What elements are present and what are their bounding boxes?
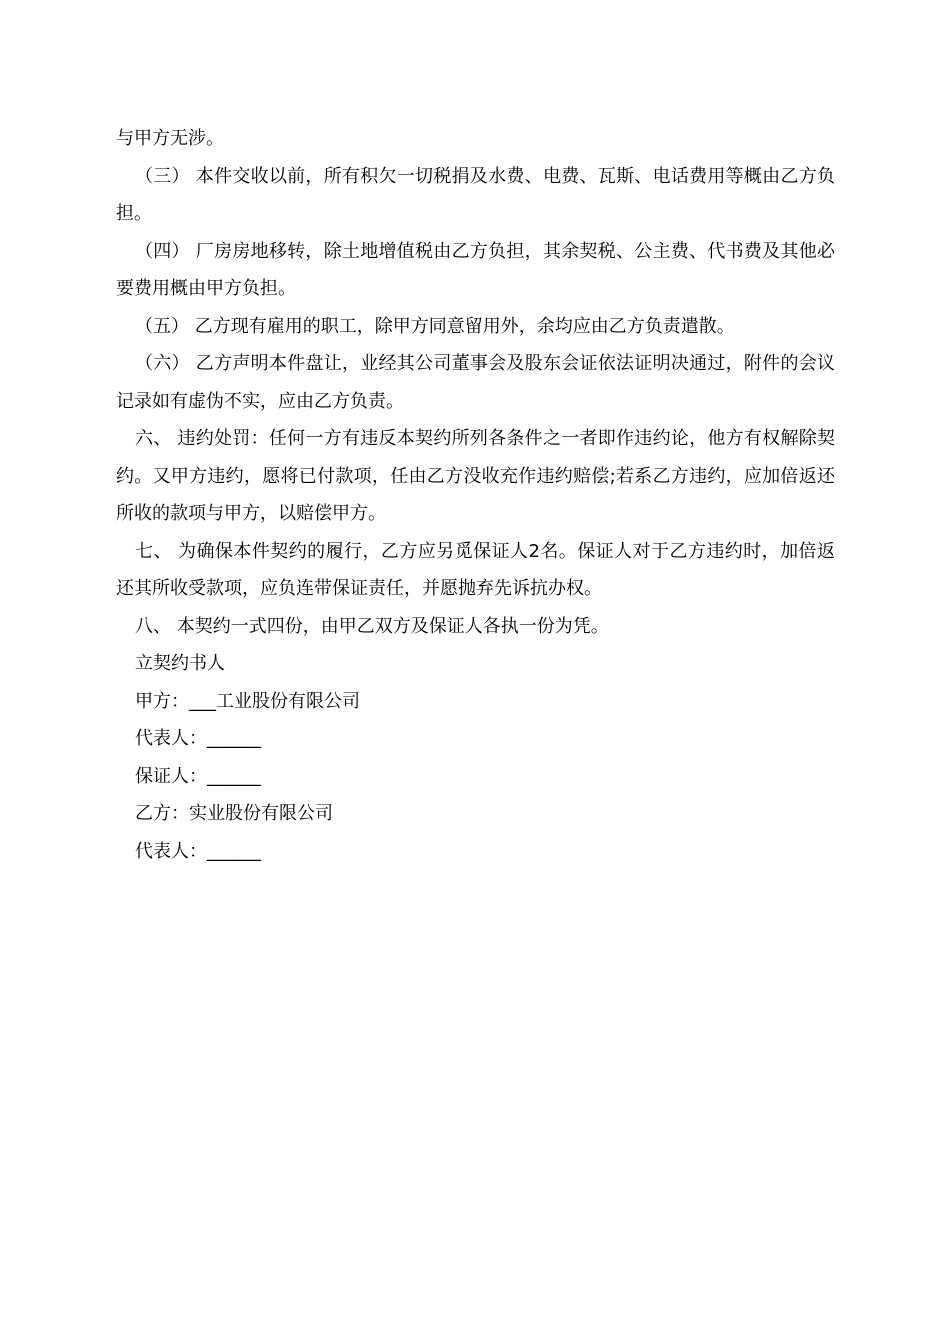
paragraph-clause-6: （六） 乙方声明本件盘让，业经其公司董事会及股东会证依法证明决通过，附件的会议记录如有虚伪不实，应由乙方负责。 xyxy=(116,353,835,412)
paragraph-clause-3: （三） 本件交收以前，所有积欠一切税捐及水费、电费、瓦斯、电话费用等概由乙方负担。 xyxy=(116,165,835,224)
paragraph-article-6-breach: 六、 违约处罚：任何一方有违反本契约所列各条件之一者即作违约论，他方有权解除契约。又甲方违约，愿将已付款项，任由乙方没收充作违约赔偿;若系乙方违约，应加倍返还所收的款项与甲方，以赔偿甲方。 xyxy=(116,428,835,524)
paragraph-clause-4: （四） 厂房房地移转，除土地增值税由乙方负担，其余契税、公主费、代书费及其他必要费用概由甲方负担。 xyxy=(116,240,835,299)
party-a-representative-line: 代表人：______ xyxy=(135,728,261,749)
guarantor-line: 保证人：______ xyxy=(135,765,261,787)
signature-heading: 立契约书人 xyxy=(135,653,225,674)
party-a-line: 甲方：___工业股份有限公司 xyxy=(135,690,360,712)
signature-block xyxy=(116,645,835,870)
party-b-line: 乙方：实业股份有限公司 xyxy=(135,803,333,824)
paragraph-article-8-copies: 八、 本契约一式四份，由甲乙双方及保证人各执一份为凭。 xyxy=(135,615,609,637)
paragraph-continuation: 与甲方无涉。 xyxy=(116,128,224,149)
contract-body xyxy=(116,120,835,870)
paragraph-article-7-guarantor: 七、 为确保本件契约的履行，乙方应另觅保证人2名。保证人对于乙方违约时，加倍返还其所收受款项，应负连带保证责任，并愿抛弃先诉抗办权。 xyxy=(116,540,835,599)
party-b-representative-line: 代表人：______ xyxy=(135,840,261,862)
paragraph-clause-5: （五） 乙方现有雇用的职工，除甲方同意留用外，余均应由乙方负责遣散。 xyxy=(135,315,735,337)
